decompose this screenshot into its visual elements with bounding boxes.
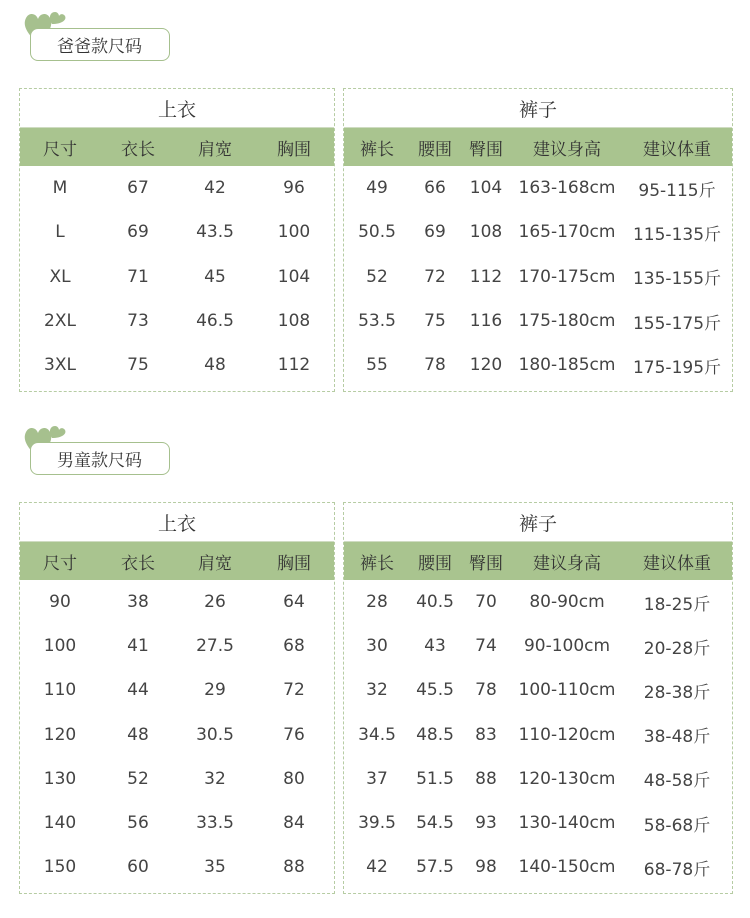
table-cell: 68-78斤 <box>643 859 711 880</box>
table-cell: 57.5 <box>416 857 454 878</box>
table-cell: 104 <box>277 266 311 287</box>
table-cell: 39.5 <box>358 813 396 834</box>
table-cell: 58-68斤 <box>643 815 711 836</box>
table-cell: 2XL <box>44 311 76 332</box>
table-cell: 120-130cm <box>518 768 616 789</box>
table-cell: 43.5 <box>196 222 234 243</box>
table-row <box>344 299 732 343</box>
table-row <box>20 713 334 757</box>
column-header: 建议体重 <box>643 139 711 160</box>
table-cell: 43 <box>424 636 446 657</box>
table-cell: 52 <box>127 768 149 789</box>
table-row <box>344 166 732 210</box>
table-cell: 37 <box>366 768 388 789</box>
column-header: 胸围 <box>277 553 311 574</box>
table-cell: 120 <box>469 355 503 376</box>
section-label-father <box>30 28 170 61</box>
table-cell: 28 <box>366 592 388 613</box>
table-cell: 27.5 <box>196 636 234 657</box>
table-cell: 42 <box>366 857 388 878</box>
table-cell: 72 <box>424 266 446 287</box>
table-body <box>20 580 334 893</box>
table-cell: 34.5 <box>358 724 396 745</box>
table-cell: 76 <box>283 724 305 745</box>
column-header: 腰围 <box>418 553 452 574</box>
column-header: 尺寸 <box>43 139 77 160</box>
table-cell: 53.5 <box>358 311 396 332</box>
table-header-row <box>344 542 732 580</box>
table-cell: 52 <box>366 266 388 287</box>
table-cell: 93 <box>475 813 497 834</box>
section-label-boys <box>30 442 170 475</box>
column-header: 建议身高 <box>533 139 601 160</box>
table-row <box>20 624 334 668</box>
table-cell: 73 <box>127 311 149 332</box>
table-header-row <box>20 542 334 580</box>
table-cell: 165-170cm <box>518 222 616 243</box>
table-boys-pants <box>343 502 733 894</box>
table-cell: 140-150cm <box>518 857 616 878</box>
table-cell: 41 <box>127 636 149 657</box>
column-header: 肩宽 <box>198 553 232 574</box>
table-cell: 48 <box>127 724 149 745</box>
table-row <box>344 801 732 845</box>
column-header: 臀围 <box>469 139 503 160</box>
table-cell: 44 <box>127 680 149 701</box>
table-cell: 98 <box>475 857 497 878</box>
table-cell: 163-168cm <box>518 178 616 199</box>
table-cell: 96 <box>283 178 305 199</box>
table-cell: 32 <box>204 768 226 789</box>
table-row <box>344 713 732 757</box>
table-cell: 32 <box>366 680 388 701</box>
table-cell: 112 <box>469 266 503 287</box>
table-cell: 150 <box>43 857 77 878</box>
table-body <box>344 166 732 391</box>
table-row <box>344 580 732 624</box>
table-row <box>20 299 334 343</box>
table-cell: 84 <box>283 813 305 834</box>
table-cell: 18-25斤 <box>643 594 711 615</box>
table-cell: 135-155斤 <box>632 269 722 290</box>
table-cell: 38 <box>127 592 149 613</box>
table-cell: 30 <box>366 636 388 657</box>
table-cell: 45 <box>204 266 226 287</box>
table-cell: 180-185cm <box>518 355 616 376</box>
table-row <box>20 166 334 210</box>
table-boys-top <box>19 502 335 894</box>
table-row <box>344 255 732 299</box>
column-header: 建议体重 <box>643 553 711 574</box>
table-row <box>20 210 334 254</box>
table-cell: 30.5 <box>196 724 234 745</box>
table-cell: 3XL <box>44 355 76 376</box>
table-title: 上衣 <box>20 89 334 128</box>
table-row <box>20 757 334 801</box>
table-cell: 48.5 <box>416 724 454 745</box>
table-cell: 130-140cm <box>518 813 616 834</box>
table-cell: 110 <box>43 680 77 701</box>
table-row <box>344 343 732 387</box>
column-header: 衣长 <box>121 553 155 574</box>
table-cell: 38-48斤 <box>643 727 711 748</box>
table-cell: 66 <box>424 178 446 199</box>
table-cell: XL <box>49 266 71 287</box>
table-cell: 108 <box>277 311 311 332</box>
column-header: 胸围 <box>277 139 311 160</box>
table-cell: 54.5 <box>416 813 454 834</box>
column-header: 建议身高 <box>533 553 601 574</box>
table-title: 裤子 <box>344 89 732 128</box>
table-row <box>20 580 334 624</box>
table-cell: 78 <box>424 355 446 376</box>
table-cell: 80-90cm <box>529 592 605 613</box>
table-father-pants <box>343 88 733 392</box>
table-cell: 116 <box>469 311 503 332</box>
table-cell: 40.5 <box>416 592 454 613</box>
table-cell: 70 <box>475 592 497 613</box>
table-cell: 120 <box>43 724 77 745</box>
table-cell: 51.5 <box>416 768 454 789</box>
table-header-row <box>20 128 334 166</box>
table-cell: 140 <box>43 813 77 834</box>
table-cell: 74 <box>475 636 497 657</box>
section-label-text: 爸爸款尺码 <box>57 37 142 57</box>
table-row <box>344 624 732 668</box>
table-cell: 33.5 <box>196 813 234 834</box>
table-cell: 100 <box>43 636 77 657</box>
table-title: 裤子 <box>344 503 732 542</box>
column-header: 肩宽 <box>198 139 232 160</box>
table-cell: 46.5 <box>196 311 234 332</box>
table-body <box>20 166 334 391</box>
table-row <box>20 255 334 299</box>
table-cell: 175-195斤 <box>632 357 722 378</box>
table-cell: 48-58斤 <box>643 771 711 792</box>
table-cell: 68 <box>283 636 305 657</box>
table-row <box>344 845 732 889</box>
table-cell: 69 <box>424 222 446 243</box>
table-cell: M <box>52 178 68 199</box>
table-row <box>344 210 732 254</box>
table-row <box>344 668 732 712</box>
table-cell: 28-38斤 <box>643 682 711 703</box>
table-cell: 49 <box>366 178 388 199</box>
table-cell: 75 <box>424 311 446 332</box>
table-cell: 35 <box>204 857 226 878</box>
table-cell: 56 <box>127 813 149 834</box>
table-cell: 155-175斤 <box>632 313 722 334</box>
table-cell: 108 <box>469 222 503 243</box>
table-cell: 69 <box>127 222 149 243</box>
table-header-row <box>344 128 732 166</box>
column-header: 尺寸 <box>43 553 77 574</box>
table-cell: 83 <box>475 724 497 745</box>
table-cell: 55 <box>366 355 388 376</box>
table-cell: 112 <box>277 355 311 376</box>
table-row <box>20 845 334 889</box>
table-cell: L <box>55 222 65 243</box>
table-cell: 90-100cm <box>523 636 611 657</box>
table-cell: 175-180cm <box>518 311 616 332</box>
section-label-text: 男童款尺码 <box>57 451 142 471</box>
table-cell: 115-135斤 <box>632 224 722 245</box>
table-cell: 170-175cm <box>518 266 616 287</box>
column-header: 臀围 <box>469 553 503 574</box>
table-cell: 75 <box>127 355 149 376</box>
table-cell: 110-120cm <box>518 724 616 745</box>
column-header: 腰围 <box>418 139 452 160</box>
table-cell: 90 <box>49 592 71 613</box>
table-cell: 64 <box>283 592 305 613</box>
table-cell: 60 <box>127 857 149 878</box>
table-row <box>20 801 334 845</box>
table-cell: 80 <box>283 768 305 789</box>
column-header: 裤长 <box>360 553 394 574</box>
table-cell: 100-110cm <box>518 680 616 701</box>
table-father-top <box>19 88 335 392</box>
column-header: 衣长 <box>121 139 155 160</box>
table-cell: 88 <box>283 857 305 878</box>
table-cell: 45.5 <box>416 680 454 701</box>
table-title: 上衣 <box>20 503 334 542</box>
table-row <box>344 757 732 801</box>
table-cell: 104 <box>469 178 503 199</box>
table-cell: 26 <box>204 592 226 613</box>
table-cell: 20-28斤 <box>643 638 711 659</box>
table-row <box>20 668 334 712</box>
table-cell: 67 <box>127 178 149 199</box>
table-cell: 88 <box>475 768 497 789</box>
table-cell: 42 <box>204 178 226 199</box>
table-body <box>344 580 732 893</box>
table-cell: 71 <box>127 266 149 287</box>
column-header: 裤长 <box>360 139 394 160</box>
table-cell: 130 <box>43 768 77 789</box>
table-cell: 72 <box>283 680 305 701</box>
table-cell: 29 <box>204 680 226 701</box>
table-cell: 100 <box>277 222 311 243</box>
table-cell: 48 <box>204 355 226 376</box>
table-cell: 95-115斤 <box>638 180 716 201</box>
table-cell: 50.5 <box>358 222 396 243</box>
table-row <box>20 343 334 387</box>
table-cell: 78 <box>475 680 497 701</box>
